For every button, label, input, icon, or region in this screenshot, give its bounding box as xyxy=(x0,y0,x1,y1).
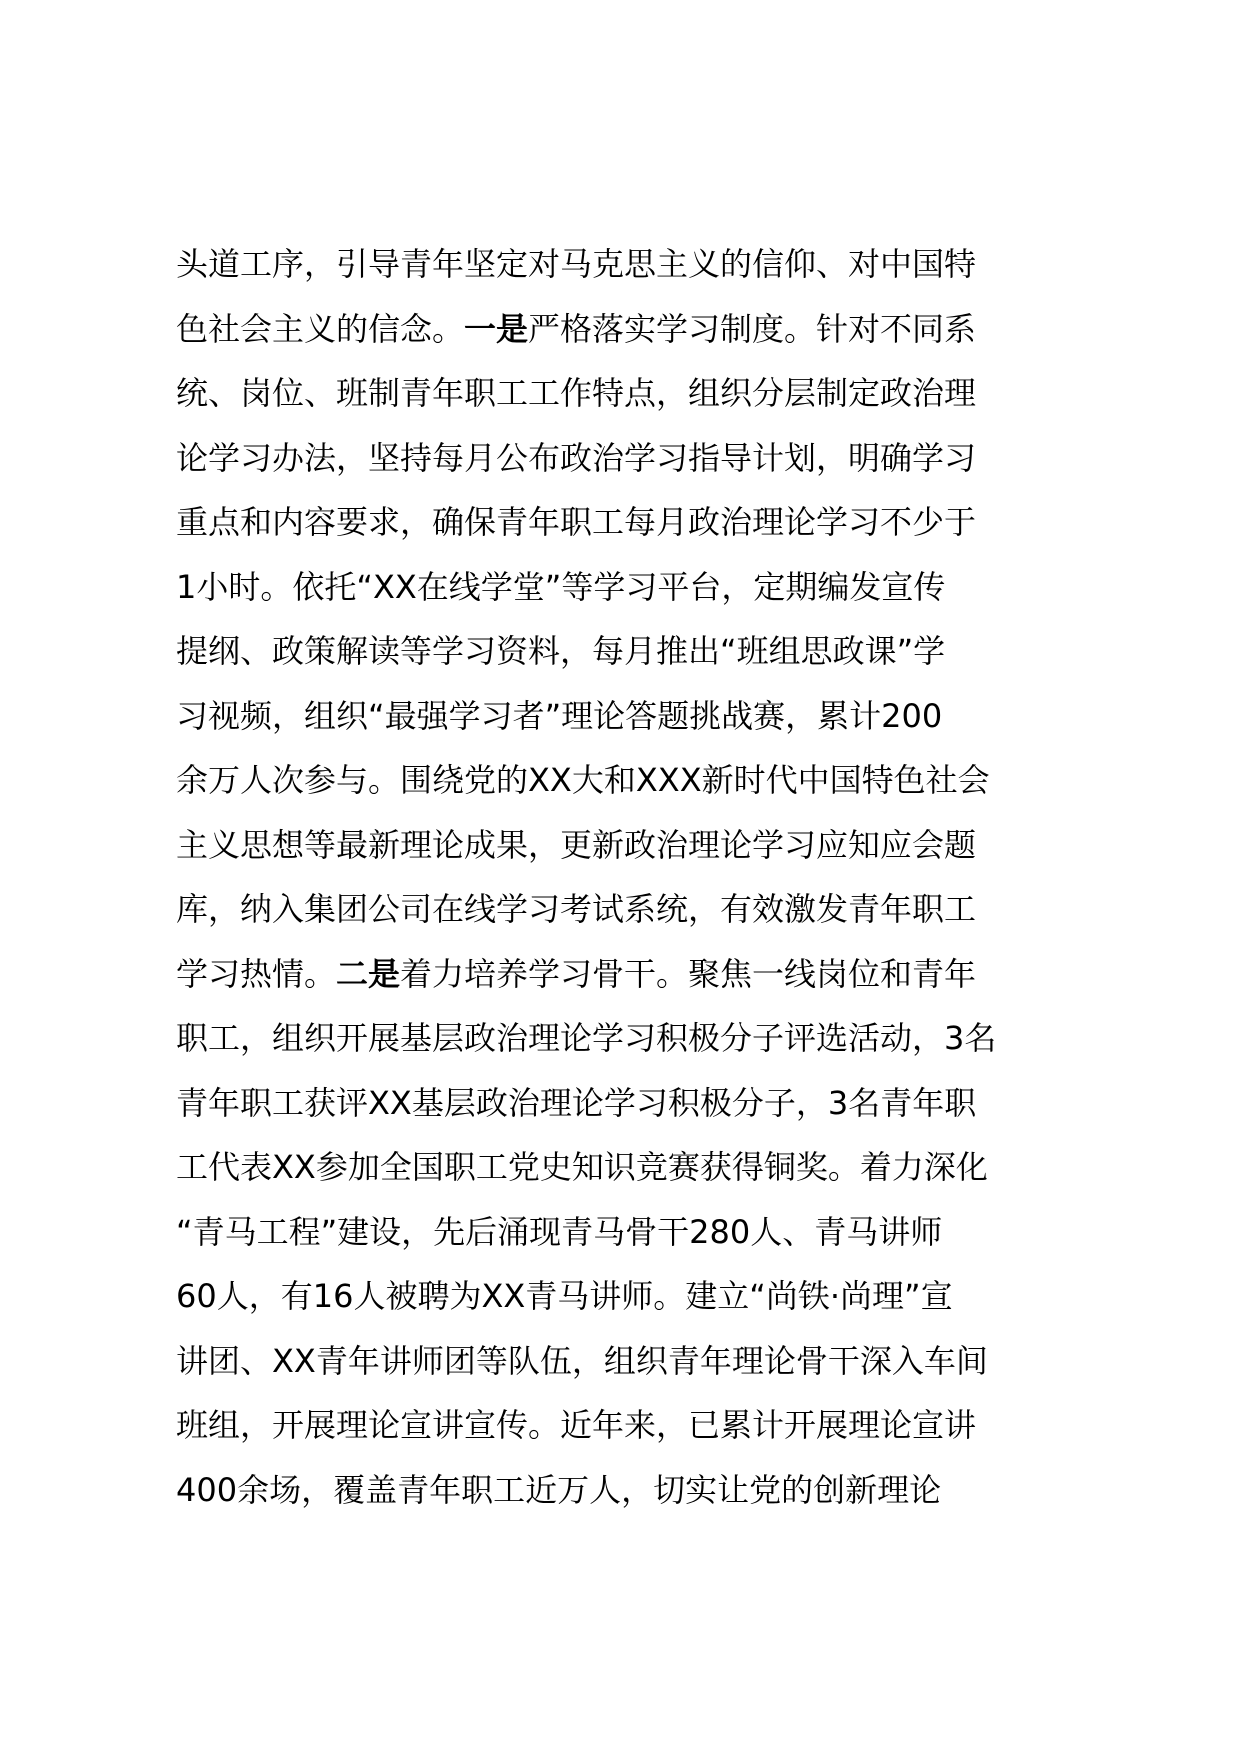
text-segment: 学习热情。 xyxy=(176,954,337,993)
text-segment: 严格落实学习制度。针对不同系 xyxy=(528,309,977,348)
text-line xyxy=(176,1264,1096,1329)
text-segment: 统、岗位、班制青年职工工作特点，组织分层制定政治理 xyxy=(176,374,977,412)
text-line xyxy=(176,877,1096,942)
text-line xyxy=(176,1458,1096,1523)
text-line xyxy=(176,1329,1096,1394)
text-line xyxy=(176,555,1096,620)
text-line xyxy=(176,748,1096,813)
text-segment: 提纲、政策解读等学习资料，每月推出“班组思政课”学 xyxy=(176,632,946,670)
text-segment: “青马工程”建设，先后涌现青马骨干280人、青马讲师 xyxy=(176,1212,943,1251)
text-segment: 着力培养学习骨干。聚焦一线岗位和青年 xyxy=(400,954,977,993)
text-segment: 色社会主义的信念。 xyxy=(176,309,465,348)
text-line xyxy=(176,619,1096,684)
text-segment: 职工，组织开展基层政治理论学习积极分子评选活动，3名 xyxy=(176,1019,997,1057)
text-segment: 工代表XX参加全国职工党史知识竞赛获得铜奖。着力深化 xyxy=(176,1148,988,1186)
bold-lead-text: 一是 xyxy=(464,309,529,348)
text-line xyxy=(176,297,1096,362)
text-line xyxy=(176,1006,1096,1071)
text-segment: 主义思想等最新理论成果，更新政治理论学习应知应会题 xyxy=(176,825,977,864)
text-segment: 400余场，覆盖青年职工近万人，切实让党的创新理论 xyxy=(176,1470,942,1509)
text-segment: 余万人次参与。围绕党的XX大和XXX新时代中国特色社会 xyxy=(176,761,990,799)
text-line xyxy=(176,813,1096,878)
text-line xyxy=(176,1071,1096,1136)
text-line xyxy=(176,361,1096,426)
text-line xyxy=(176,490,1096,555)
text-segment: 班组，开展理论宣讲宣传。近年来，已累计开展理论宣讲 xyxy=(176,1406,977,1444)
text-segment: 重点和内容要求，确保青年职工每月政治理论学习不少于 xyxy=(176,503,977,541)
text-segment: 青年职工获评XX基层政治理论学习积极分子，3名青年职 xyxy=(176,1083,977,1122)
text-segment: 库，纳入集团公司在线学习考试系统，有效激发青年职工 xyxy=(176,890,977,928)
text-line xyxy=(176,942,1096,1007)
bold-lead-text: 二是 xyxy=(336,954,401,993)
text-segment: 习视频，组织“最强学习者”理论答题挑战赛，累计200 xyxy=(176,696,943,735)
body-paragraph xyxy=(176,232,1096,1522)
text-line xyxy=(176,684,1096,749)
text-segment: 讲团、XX青年讲师团等队伍，组织青年理论骨干深入车间 xyxy=(176,1341,988,1380)
text-line xyxy=(176,1393,1096,1458)
text-line xyxy=(176,1200,1096,1265)
text-segment: 60人，有16人被聘为XX青马讲师。建立“尚铁·尚理”宣 xyxy=(176,1277,953,1315)
text-segment: 头道工序，引导青年坚定对马克思主义的信仰、对中国特 xyxy=(176,245,977,283)
text-line xyxy=(176,426,1096,491)
text-segment: 论学习办法，坚持每月公布政治学习指导计划，明确学习 xyxy=(176,438,977,477)
text-line xyxy=(176,1135,1096,1200)
text-segment: 1小时。依托“XX在线学堂”等学习平台，定期编发宣传 xyxy=(176,567,946,606)
text-line xyxy=(176,232,1096,297)
